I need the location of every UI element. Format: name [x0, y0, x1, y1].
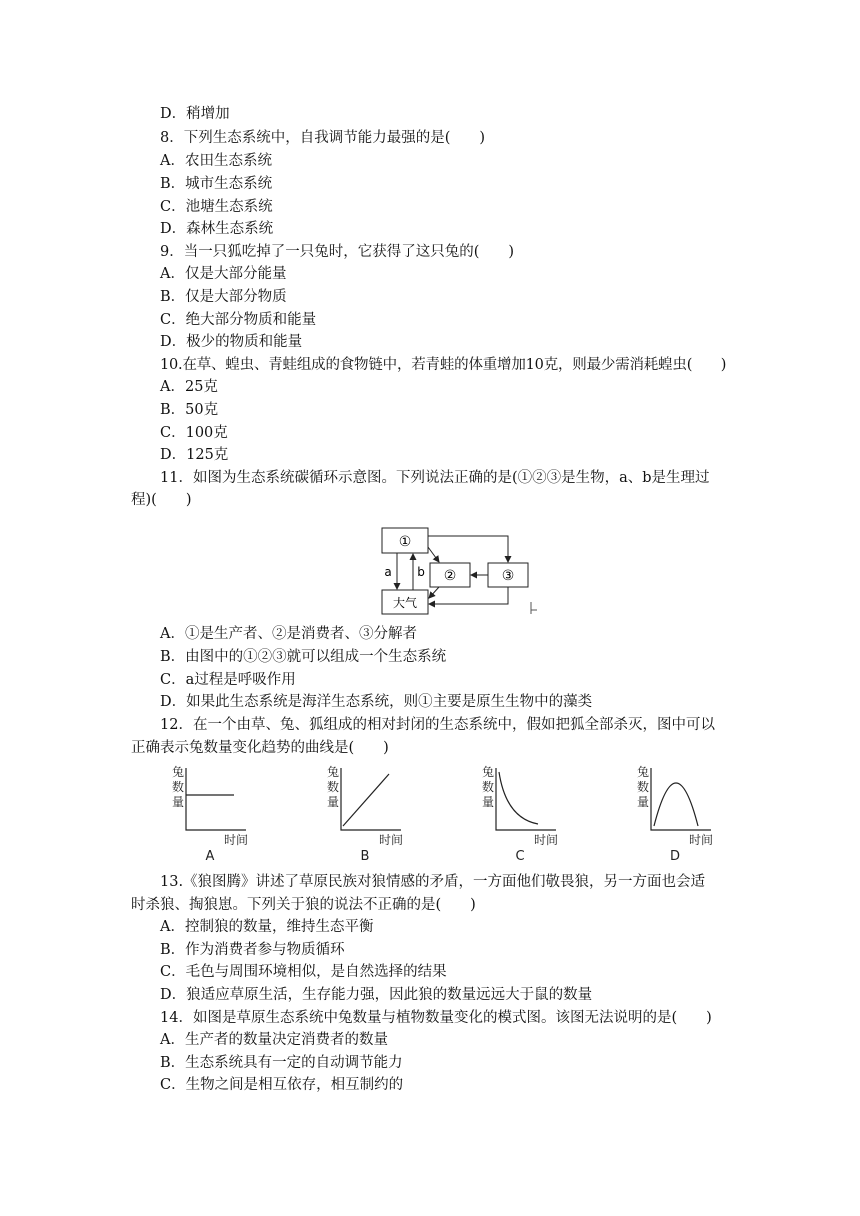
- q9-option-d: D．极少的物质和能量: [160, 334, 303, 350]
- graph-c: [482, 765, 558, 864]
- question-13-line-2: 时杀狼、掏狼崽。下列关于狼的说法不正确的是( ): [131, 897, 476, 913]
- graph-y-label-char: 量: [171, 795, 185, 809]
- node-2-label: ②: [443, 568, 457, 584]
- question-14: 14．如图是草原生态系统中兔数量与植物数量变化的模式图。该图无法说明的是( ): [160, 1010, 712, 1026]
- q8-option-a: A．农田生态系统: [160, 153, 272, 169]
- arrow-1-to-3: [428, 536, 508, 562]
- graph-axes: [341, 768, 401, 830]
- graph-y-label-char: 量: [326, 795, 340, 809]
- arrow-2-to-atmosphere: [429, 587, 439, 598]
- graph-x-label: 时间: [533, 833, 559, 847]
- graph-letter: C: [515, 849, 525, 864]
- question-13-line-1: 13.《狼图腾》讲述了草原民族对狼情感的矛盾，一方面他们敬畏狼，另一方面也会适: [160, 874, 706, 890]
- graph-y-label-char: 量: [636, 795, 650, 809]
- q14-option-a: A．生产者的数量决定消费者的数量: [160, 1032, 388, 1048]
- question-11-line-2: 程)( ): [131, 492, 192, 508]
- q10-option-c: C．100克: [160, 425, 228, 441]
- q8-option-c: C．池塘生态系统: [160, 199, 273, 215]
- q14-option-c: C．生物之间是相互依存，相互制约的: [160, 1077, 404, 1093]
- q13-option-b: B．作为消费者参与物质循环: [160, 942, 345, 958]
- question-9: 9．当一只狐吃掉了一只兔时，它获得了这只兔的( ): [160, 244, 515, 260]
- question-10: 10.在草、蝗虫、青蛙组成的食物链中，若青蛙的体重增加10克，则最少需消耗蝗虫( ): [160, 357, 727, 373]
- graph-y-label-char: 数: [481, 780, 495, 794]
- graph-letter: B: [360, 849, 370, 864]
- graph-x-label: 时间: [688, 833, 714, 847]
- graph-y-label-char: 量: [481, 795, 495, 809]
- graph-axes: [496, 768, 556, 830]
- arrow-1-to-2: [428, 547, 439, 562]
- q8-option-b: B．城市生态系统: [160, 176, 273, 192]
- carbon-cycle-diagram: [375, 520, 545, 620]
- graph-x-label: 时间: [223, 833, 249, 847]
- question-8: 8．下列生态系统中，自我调节能力最强的是( ): [160, 130, 486, 146]
- graph-x-label: 时间: [378, 833, 404, 847]
- q13-option-d: D．狼适应草原生活，生存能力强，因此狼的数量远远大于鼠的数量: [160, 987, 593, 1003]
- arrow-a-label: a: [384, 565, 392, 579]
- q11-option-b: B．由图中的①②③就可以组成一个生态系统: [160, 649, 447, 665]
- node-3-label: ③: [501, 568, 515, 584]
- question-12-line-2: 正确表示兔数量变化趋势的曲线是( ): [131, 740, 389, 756]
- q9-option-c: C．绝大部分物质和能量: [160, 312, 317, 328]
- q13-option-c: C．毛色与周围环境相似，是自然选择的结果: [160, 964, 447, 980]
- rabbit-population-graphs: [150, 760, 760, 865]
- graph-y-label-char: 兔: [326, 765, 340, 779]
- q10-option-b: B．50克: [160, 402, 219, 418]
- graph-y-label-char: 数: [636, 780, 650, 794]
- q11-option-c: C．a过程是呼吸作用: [160, 672, 296, 688]
- graph-y-label-char: 数: [171, 780, 185, 794]
- arrow-3-to-atmosphere: [429, 587, 508, 604]
- graph-y-label-char: 兔: [171, 765, 185, 779]
- graph-y-label-char: 数: [326, 780, 340, 794]
- graph-curve: [499, 772, 538, 824]
- q7-option-d: D．稍增加: [160, 106, 230, 122]
- graph-b: [327, 765, 403, 864]
- q13-option-a: A．控制狼的数量，维持生态平衡: [160, 919, 374, 935]
- graph-y-label-char: 兔: [481, 765, 495, 779]
- q11-option-d: D．如果此生态系统是海洋生态系统，则①主要是原生生物中的藻类: [160, 694, 593, 710]
- q8-option-d: D．森林生态系统: [160, 221, 274, 237]
- graph-y-label-char: 兔: [636, 765, 650, 779]
- arrow-b-label: b: [417, 565, 425, 579]
- node-1-label: ①: [398, 534, 412, 550]
- graph-letter: D: [669, 849, 681, 864]
- q9-option-b: B．仅是大部分物质: [160, 289, 287, 305]
- q11-option-a: A．①是生产者、②是消费者、③分解者: [160, 626, 417, 642]
- question-12-line-1: 12．在一个由草、兔、狐组成的相对封闭的生态系统中，假如把狐全部杀灭，图中可以: [160, 717, 715, 733]
- atmosphere-label: 大气: [392, 596, 418, 610]
- graph-axes: [186, 768, 246, 830]
- graph-axes: [651, 768, 711, 830]
- graph-a: [172, 765, 248, 864]
- q10-option-a: A．25克: [160, 379, 218, 395]
- graph-letter: A: [205, 849, 215, 864]
- question-11-line-1: 11．如图为生态系统碳循环示意图。下列说法正确的是(①②③是生物，a、b是生理过: [160, 470, 710, 486]
- q10-option-d: D．125克: [160, 447, 229, 463]
- q9-option-a: A．仅是大部分能量: [160, 266, 287, 282]
- graph-curve: [343, 774, 389, 826]
- graph-curve: [654, 783, 698, 826]
- graph-d: [637, 765, 713, 864]
- q14-option-b: B．生态系统具有一定的自动调节能力: [160, 1055, 403, 1071]
